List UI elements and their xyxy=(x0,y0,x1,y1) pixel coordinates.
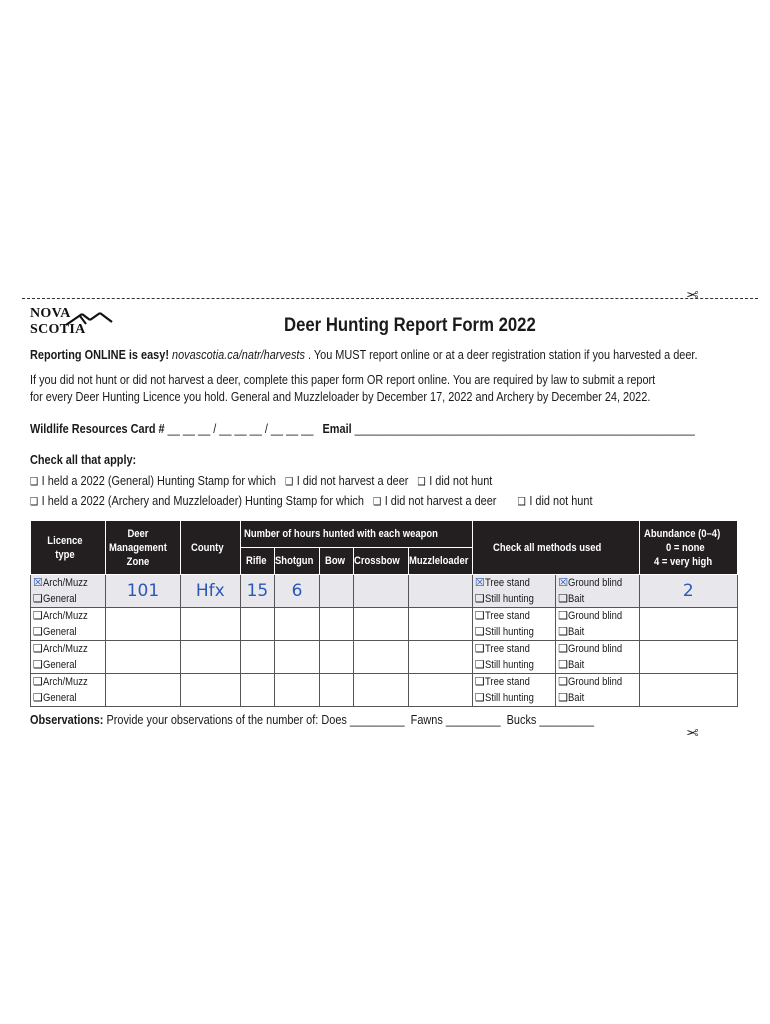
licence-type-cell: ❑Arch/Muzz ❑General xyxy=(31,641,106,674)
method-cell-b: ☒Ground blind ❑Bait xyxy=(556,575,639,608)
checkbox-icon[interactable]: ❑ xyxy=(558,691,569,704)
county-cell[interactable] xyxy=(180,674,240,707)
checkbox-icon[interactable]: ❑ xyxy=(474,592,485,605)
observations-line xyxy=(30,712,594,727)
reporting-line xyxy=(30,347,697,362)
stamp-archery-label: I held a 2022 (Archery and Muzzleloader) Hunting Stamp for which xyxy=(41,493,364,508)
scissors-icon: ✂ xyxy=(686,286,699,304)
info-line-1: If you did not hunt or did not harvest a deer, complete this paper form OR report online. You are required by law to submit a report xyxy=(30,372,656,387)
logo-text: NOVA SCOTIA xyxy=(30,306,86,337)
checkbox-icon[interactable]: ❑ xyxy=(558,675,569,688)
checkbox-icon[interactable]: ❑ xyxy=(474,609,485,622)
method-cell-b: ❑Ground blind ❑Bait xyxy=(556,608,639,641)
reporting-bold: Reporting ONLINE is easy! xyxy=(30,347,169,362)
zone-cell[interactable] xyxy=(106,608,180,641)
county-cell[interactable]: Hfx xyxy=(180,575,240,608)
checkbox-icon[interactable]: ❑ xyxy=(558,592,569,605)
observations-text: Provide your observations of the number of: xyxy=(106,712,319,727)
fawns-field[interactable]: _________ xyxy=(445,712,501,727)
header-rifle: Rifle xyxy=(240,548,274,575)
checked-box-icon[interactable]: ☒ xyxy=(474,576,485,589)
check-all-heading: Check all that apply: xyxy=(30,452,137,467)
county-cell[interactable] xyxy=(180,641,240,674)
zone-cell[interactable] xyxy=(106,674,180,707)
header-methods: Check all methods used xyxy=(472,521,639,575)
county-cell[interactable] xyxy=(180,608,240,641)
checkbox-icon[interactable]: ❑ xyxy=(474,691,485,704)
checkbox-icon[interactable]: ❑ xyxy=(33,592,43,605)
licence-type-cell: ☒Arch/Muzz ❑General xyxy=(31,575,106,608)
muzzleloader-cell[interactable] xyxy=(408,575,472,608)
stamp-row-general xyxy=(30,473,492,488)
checkbox-icon[interactable]: ❑ xyxy=(417,475,426,488)
checkbox-icon[interactable]: ❑ xyxy=(558,609,569,622)
checkbox-icon[interactable]: ❑ xyxy=(33,675,43,688)
checkbox-icon[interactable]: ❑ xyxy=(558,642,569,655)
header-bow: Bow xyxy=(320,548,354,575)
general-no-harvest-label: I did not harvest a deer xyxy=(296,473,409,488)
checkbox-icon[interactable]: ❑ xyxy=(33,691,43,704)
table-row xyxy=(31,674,738,707)
checkbox-icon[interactable]: ❑ xyxy=(474,675,485,688)
abundance-high: 4 = very high xyxy=(654,555,713,568)
crossbow-cell[interactable] xyxy=(354,674,408,707)
checkbox-icon[interactable]: ❑ xyxy=(33,625,43,638)
rifle-cell[interactable] xyxy=(240,641,274,674)
method-cell-a: ❑Tree stand ❑Still hunting xyxy=(472,608,555,641)
muzzleloader-cell[interactable] xyxy=(408,641,472,674)
scissors-icon: ✂ xyxy=(686,724,699,742)
table-row xyxy=(31,641,738,674)
abundance-cell[interactable] xyxy=(639,641,737,674)
archery-no-harvest-label: I did not harvest a deer xyxy=(384,493,497,508)
rifle-cell[interactable] xyxy=(240,608,274,641)
method-cell-b: ❑Ground blind ❑Bait xyxy=(556,641,639,674)
bow-cell[interactable] xyxy=(320,674,354,707)
header-muzzleloader: Muzzleloader xyxy=(408,548,472,575)
checkbox-icon[interactable]: ❑ xyxy=(30,495,39,508)
checkbox-icon[interactable]: ❑ xyxy=(33,609,43,622)
checkbox-icon[interactable]: ❑ xyxy=(474,642,485,655)
checkbox-icon[interactable]: ❑ xyxy=(373,495,382,508)
bucks-field[interactable]: _________ xyxy=(539,712,595,727)
rifle-cell[interactable] xyxy=(240,674,274,707)
crossbow-cell[interactable] xyxy=(354,575,408,608)
archery-no-hunt-label: I did not hunt xyxy=(529,493,593,508)
email-field[interactable]: ________________________________________________________ xyxy=(354,421,695,436)
checkbox-icon[interactable]: ❑ xyxy=(30,475,39,488)
table-row xyxy=(31,575,738,608)
checked-box-icon[interactable]: ☒ xyxy=(558,576,569,589)
checkbox-icon[interactable]: ❑ xyxy=(285,475,294,488)
bow-cell[interactable] xyxy=(320,575,354,608)
checkbox-icon[interactable]: ❑ xyxy=(558,625,569,638)
checked-box-icon[interactable]: ☒ xyxy=(33,576,43,589)
abundance-cell[interactable] xyxy=(639,608,737,641)
abundance-title: Abundance (0–4) xyxy=(643,527,721,540)
licence-type-cell: ❑Arch/Muzz ❑General xyxy=(31,608,106,641)
header-abundance xyxy=(639,521,737,575)
table-row xyxy=(31,608,738,641)
muzzleloader-cell[interactable] xyxy=(408,608,472,641)
email-label: Email xyxy=(322,421,352,436)
bow-cell[interactable] xyxy=(320,641,354,674)
crossbow-cell[interactable] xyxy=(354,641,408,674)
stamp-general-label: I held a 2022 (General) Hunting Stamp for which xyxy=(41,473,276,488)
header-hours: Number of hours hunted with each weapon xyxy=(240,521,472,548)
abundance-cell[interactable] xyxy=(639,674,737,707)
does-label: Does xyxy=(321,712,347,727)
rifle-cell[interactable]: 15 xyxy=(240,575,274,608)
cut-line xyxy=(22,298,758,299)
header-shotgun: Shotgun xyxy=(275,548,320,575)
method-cell-a: ❑Tree stand ❑Still hunting xyxy=(472,641,555,674)
abundance-cell[interactable]: 2 xyxy=(639,575,737,608)
abundance-none: 0 = none xyxy=(665,541,705,554)
reporting-url[interactable]: novascotia.ca/natr/harvests xyxy=(171,347,305,362)
info-line-2: for every Deer Hunting Licence you hold. General and Muzzleloader by December 17, 2022 and Archery by December 24, 2022. xyxy=(30,389,651,404)
wildlife-card-label: Wildlife Resources Card # xyxy=(30,421,165,436)
method-cell-a: ☒Tree stand ❑Still hunting xyxy=(472,575,555,608)
header-county: County xyxy=(180,521,240,575)
muzzleloader-cell[interactable] xyxy=(408,674,472,707)
zone-cell[interactable]: 101 xyxy=(106,575,180,608)
bow-cell[interactable] xyxy=(320,608,354,641)
does-field[interactable]: _________ xyxy=(349,712,405,727)
fawns-label: Fawns xyxy=(410,712,443,727)
nova-scotia-logo xyxy=(30,306,124,338)
wildlife-card-field[interactable]: __ __ __ / __ __ __ / __ __ __ xyxy=(167,421,314,436)
checkbox-icon[interactable]: ❑ xyxy=(33,658,43,671)
general-no-hunt-label: I did not hunt xyxy=(429,473,493,488)
checkbox-icon[interactable]: ❑ xyxy=(474,658,485,671)
reporting-rest: . You MUST report online or at a deer registration station if you harvested a deer. xyxy=(307,347,698,362)
form-title: Deer Hunting Report Form 2022 xyxy=(284,315,536,336)
zone-cell[interactable] xyxy=(106,641,180,674)
checkbox-icon[interactable]: ❑ xyxy=(517,495,526,508)
checkbox-icon[interactable]: ❑ xyxy=(33,642,43,655)
method-cell-a: ❑Tree stand ❑Still hunting xyxy=(472,674,555,707)
shotgun-cell[interactable] xyxy=(275,608,320,641)
crossbow-cell[interactable] xyxy=(354,608,408,641)
observations-label: Observations: xyxy=(30,712,104,727)
shotgun-cell[interactable]: 6 xyxy=(275,575,320,608)
header-licence-type: Licence type xyxy=(31,521,106,575)
header-crossbow: Crossbow xyxy=(354,548,408,575)
hunting-table xyxy=(30,520,738,707)
header-zone: Deer Management Zone xyxy=(106,521,180,575)
licence-type-cell: ❑Arch/Muzz ❑General xyxy=(31,674,106,707)
id-line xyxy=(30,421,695,436)
stamp-row-archery xyxy=(30,493,592,508)
shotgun-cell[interactable] xyxy=(275,641,320,674)
method-cell-b: ❑Ground blind ❑Bait xyxy=(556,674,639,707)
bucks-label: Bucks xyxy=(506,712,537,727)
checkbox-icon[interactable]: ❑ xyxy=(474,625,485,638)
checkbox-icon[interactable]: ❑ xyxy=(558,658,569,671)
shotgun-cell[interactable] xyxy=(275,674,320,707)
